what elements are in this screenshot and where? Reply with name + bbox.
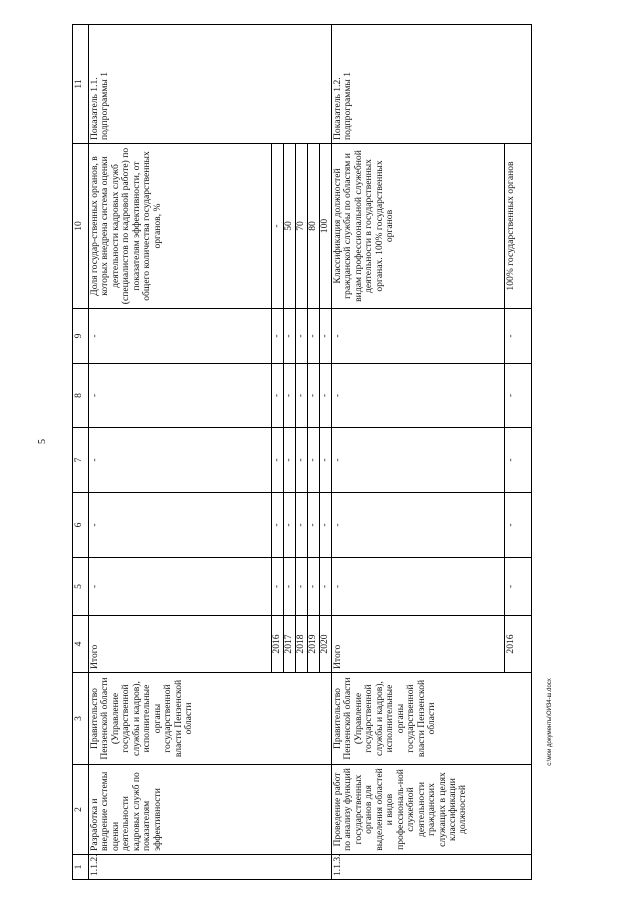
funding-cell: -: [296, 309, 308, 364]
column-number: 5: [73, 558, 89, 616]
funding-cell: -: [505, 309, 532, 364]
column-number-row: [73, 25, 89, 880]
funding-cell: -: [272, 493, 284, 558]
funding-cell: -: [272, 428, 284, 493]
funding-cell: -: [89, 364, 272, 428]
funding-cell: -: [296, 493, 308, 558]
funding-cell: -: [320, 309, 332, 364]
funding-cell: -: [332, 493, 505, 558]
funding-cell: -: [308, 428, 320, 493]
column-number: 6: [73, 493, 89, 558]
table-row: [89, 25, 272, 880]
funding-cell: -: [284, 364, 296, 428]
funding-cell: -: [505, 364, 532, 428]
document-table-sheet: [72, 25, 580, 880]
target-value: 80: [308, 144, 320, 309]
column-number: 4: [73, 616, 89, 673]
measure-number: 1.1.2.: [89, 855, 332, 880]
funding-cell: -: [89, 428, 272, 493]
funding-cell: -: [308, 309, 320, 364]
funding-cell: -: [320, 558, 332, 616]
column-number: 11: [73, 25, 89, 144]
measure-number: 1.1.3.: [332, 855, 532, 880]
target-value: 100% государственных органов: [505, 144, 532, 309]
year-label: 2020: [320, 616, 332, 673]
funding-cell: -: [272, 364, 284, 428]
funding-cell: -: [284, 493, 296, 558]
funding-cell: -: [332, 364, 505, 428]
funding-cell: -: [272, 558, 284, 616]
funding-cell: -: [332, 558, 505, 616]
column-number: 1: [73, 855, 89, 880]
measure-executor: Правительство Пензенской области (Управление государственной службы и кадров), исполнительные органы государственной власти Пензенской области: [89, 673, 332, 765]
table-body: [73, 25, 532, 880]
year-label: 2019: [308, 616, 320, 673]
target-value: 50: [284, 144, 296, 309]
table-row: [332, 25, 505, 880]
column-number: 8: [73, 364, 89, 428]
funding-cell: -: [320, 428, 332, 493]
funding-cell: -: [320, 493, 332, 558]
measure-executor: Правительство Пензенской области (Управление государственной службы и кадров), исполнительные органы государственной власти Пензенской области: [332, 673, 532, 765]
funding-cell: -: [284, 309, 296, 364]
funding-cell: -: [284, 558, 296, 616]
funding-cell: -: [332, 428, 505, 493]
measure-name: Проведение работ по анализу функций государственных органов для выделения областей и видов профессиональ-ной служебной деятельности гражданских служащих в целях классификации должностей: [332, 765, 532, 855]
funding-cell: -: [296, 558, 308, 616]
column-number: 2: [73, 765, 89, 855]
year-label: 2018: [296, 616, 308, 673]
column-number: 7: [73, 428, 89, 493]
column-number: 9: [73, 309, 89, 364]
year-label: 2016: [272, 616, 284, 673]
total-label: Итого: [89, 616, 272, 673]
funding-cell: -: [284, 428, 296, 493]
year-label: 2017: [284, 616, 296, 673]
indicator-link: Показатель 1.1. подпрограммы 1: [89, 25, 332, 144]
funding-cell: -: [272, 309, 284, 364]
target-value: 70: [296, 144, 308, 309]
footer-file-path: c:\мои документы\ОИ34-ш.docx: [547, 678, 553, 766]
page-number: 5: [37, 439, 48, 444]
indicator-text: Классификация должностей гражданской службы по областям и видам профессиональной служебной деятельности в государственных органах. 100% государственных органов: [332, 144, 505, 309]
measure-name: Разработка и внедрение системы оценки деятельности кадровых служб по показателям эффективности: [89, 765, 332, 855]
funding-cell: -: [308, 493, 320, 558]
funding-cell: -: [505, 493, 532, 558]
funding-cell: -: [296, 364, 308, 428]
year-label: 2016: [505, 616, 532, 673]
indicator-link: Показатель 1.2. подпрограммы 1: [332, 25, 532, 144]
target-value: -: [272, 144, 284, 309]
total-label: Итого: [332, 616, 505, 673]
funding-cell: -: [308, 364, 320, 428]
funding-cell: -: [505, 558, 532, 616]
program-measures-table: [72, 24, 532, 880]
funding-cell: -: [308, 558, 320, 616]
funding-cell: -: [89, 309, 272, 364]
funding-cell: -: [332, 309, 505, 364]
indicator-text: Доля государ-ственных органов, в которых внедрена система оценки деятельности кадровых служб (специалистов по кадровой работе) по показателям эффективности, от общего количества государственных органов, %: [89, 144, 272, 309]
funding-cell: -: [89, 493, 272, 558]
funding-cell: -: [320, 364, 332, 428]
target-value: 100: [320, 144, 332, 309]
funding-cell: -: [505, 428, 532, 493]
funding-cell: -: [89, 558, 272, 616]
funding-cell: -: [296, 428, 308, 493]
column-number: 3: [73, 673, 89, 765]
column-number: 10: [73, 144, 89, 309]
